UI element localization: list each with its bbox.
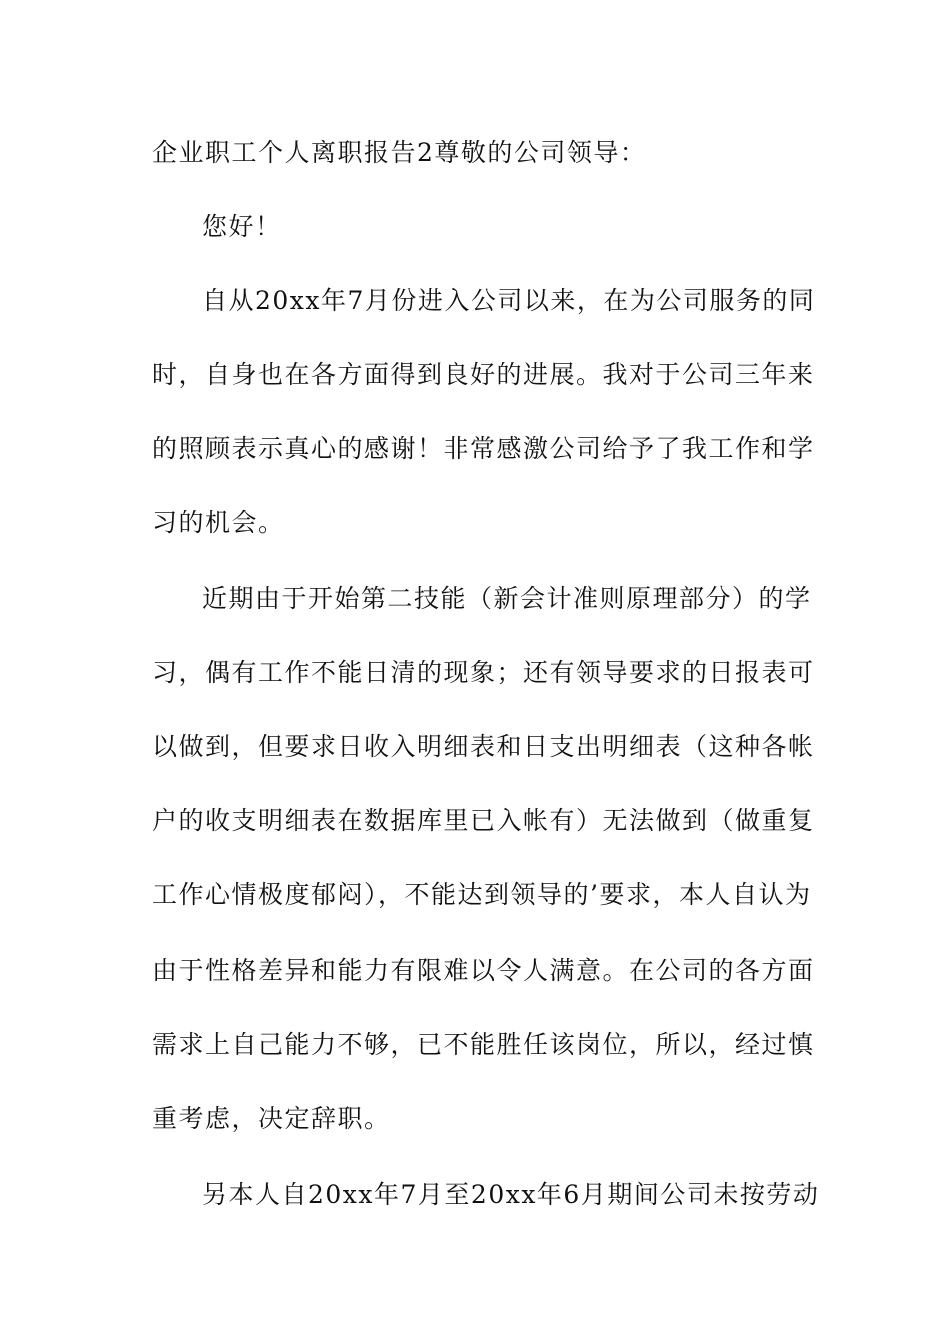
paragraph-2-line-2: 习，偶有工作不能日清的现象；还有领导要求的日报表可	[152, 658, 815, 687]
paragraph-2-line-8: 重考虑，决定辞职。	[152, 1104, 391, 1133]
document-title-line: 企业职工个人离职报告2尊敬的公司领导：	[152, 138, 647, 167]
paragraph-2-line-3: 以做到，但要求日收入明细表和日支出明细表（这种各帐	[152, 732, 815, 761]
paragraph-2-line-7: 需求上自己能力不够，已不能胜任该岗位，所以，经过慎	[152, 1030, 815, 1059]
greeting-line: 您好！	[202, 212, 282, 241]
paragraph-2-line-4: 户的收支明细表在数据库里已入帐有）无法做到（做重复	[152, 806, 815, 835]
paragraph-3-line-1: 另本人自20xx年7月至20xx年6月期间公司未按劳动	[202, 1180, 820, 1209]
paragraph-2-line-5: 工作心情极度郁闷），不能达到领导的’要求，本人自认为	[152, 880, 812, 909]
paragraph-1-line-2: 时，自身也在各方面得到良好的进展。我对于公司三年来	[152, 360, 815, 389]
paragraph-2-line-1: 近期由于开始第二技能（新会计准则原理部分）的学	[202, 584, 812, 613]
paragraph-1-line-4: 习的机会。	[152, 508, 285, 537]
paragraph-1-line-3: 的照顾表示真心的感谢！非常感激公司给予了我工作和学	[152, 434, 815, 463]
paragraph-1-line-1: 自从20xx年7月份进入公司以来，在为公司服务的同	[202, 286, 816, 315]
paragraph-2-line-6: 由于性格差异和能力有限难以令人满意。在公司的各方面	[152, 956, 815, 985]
